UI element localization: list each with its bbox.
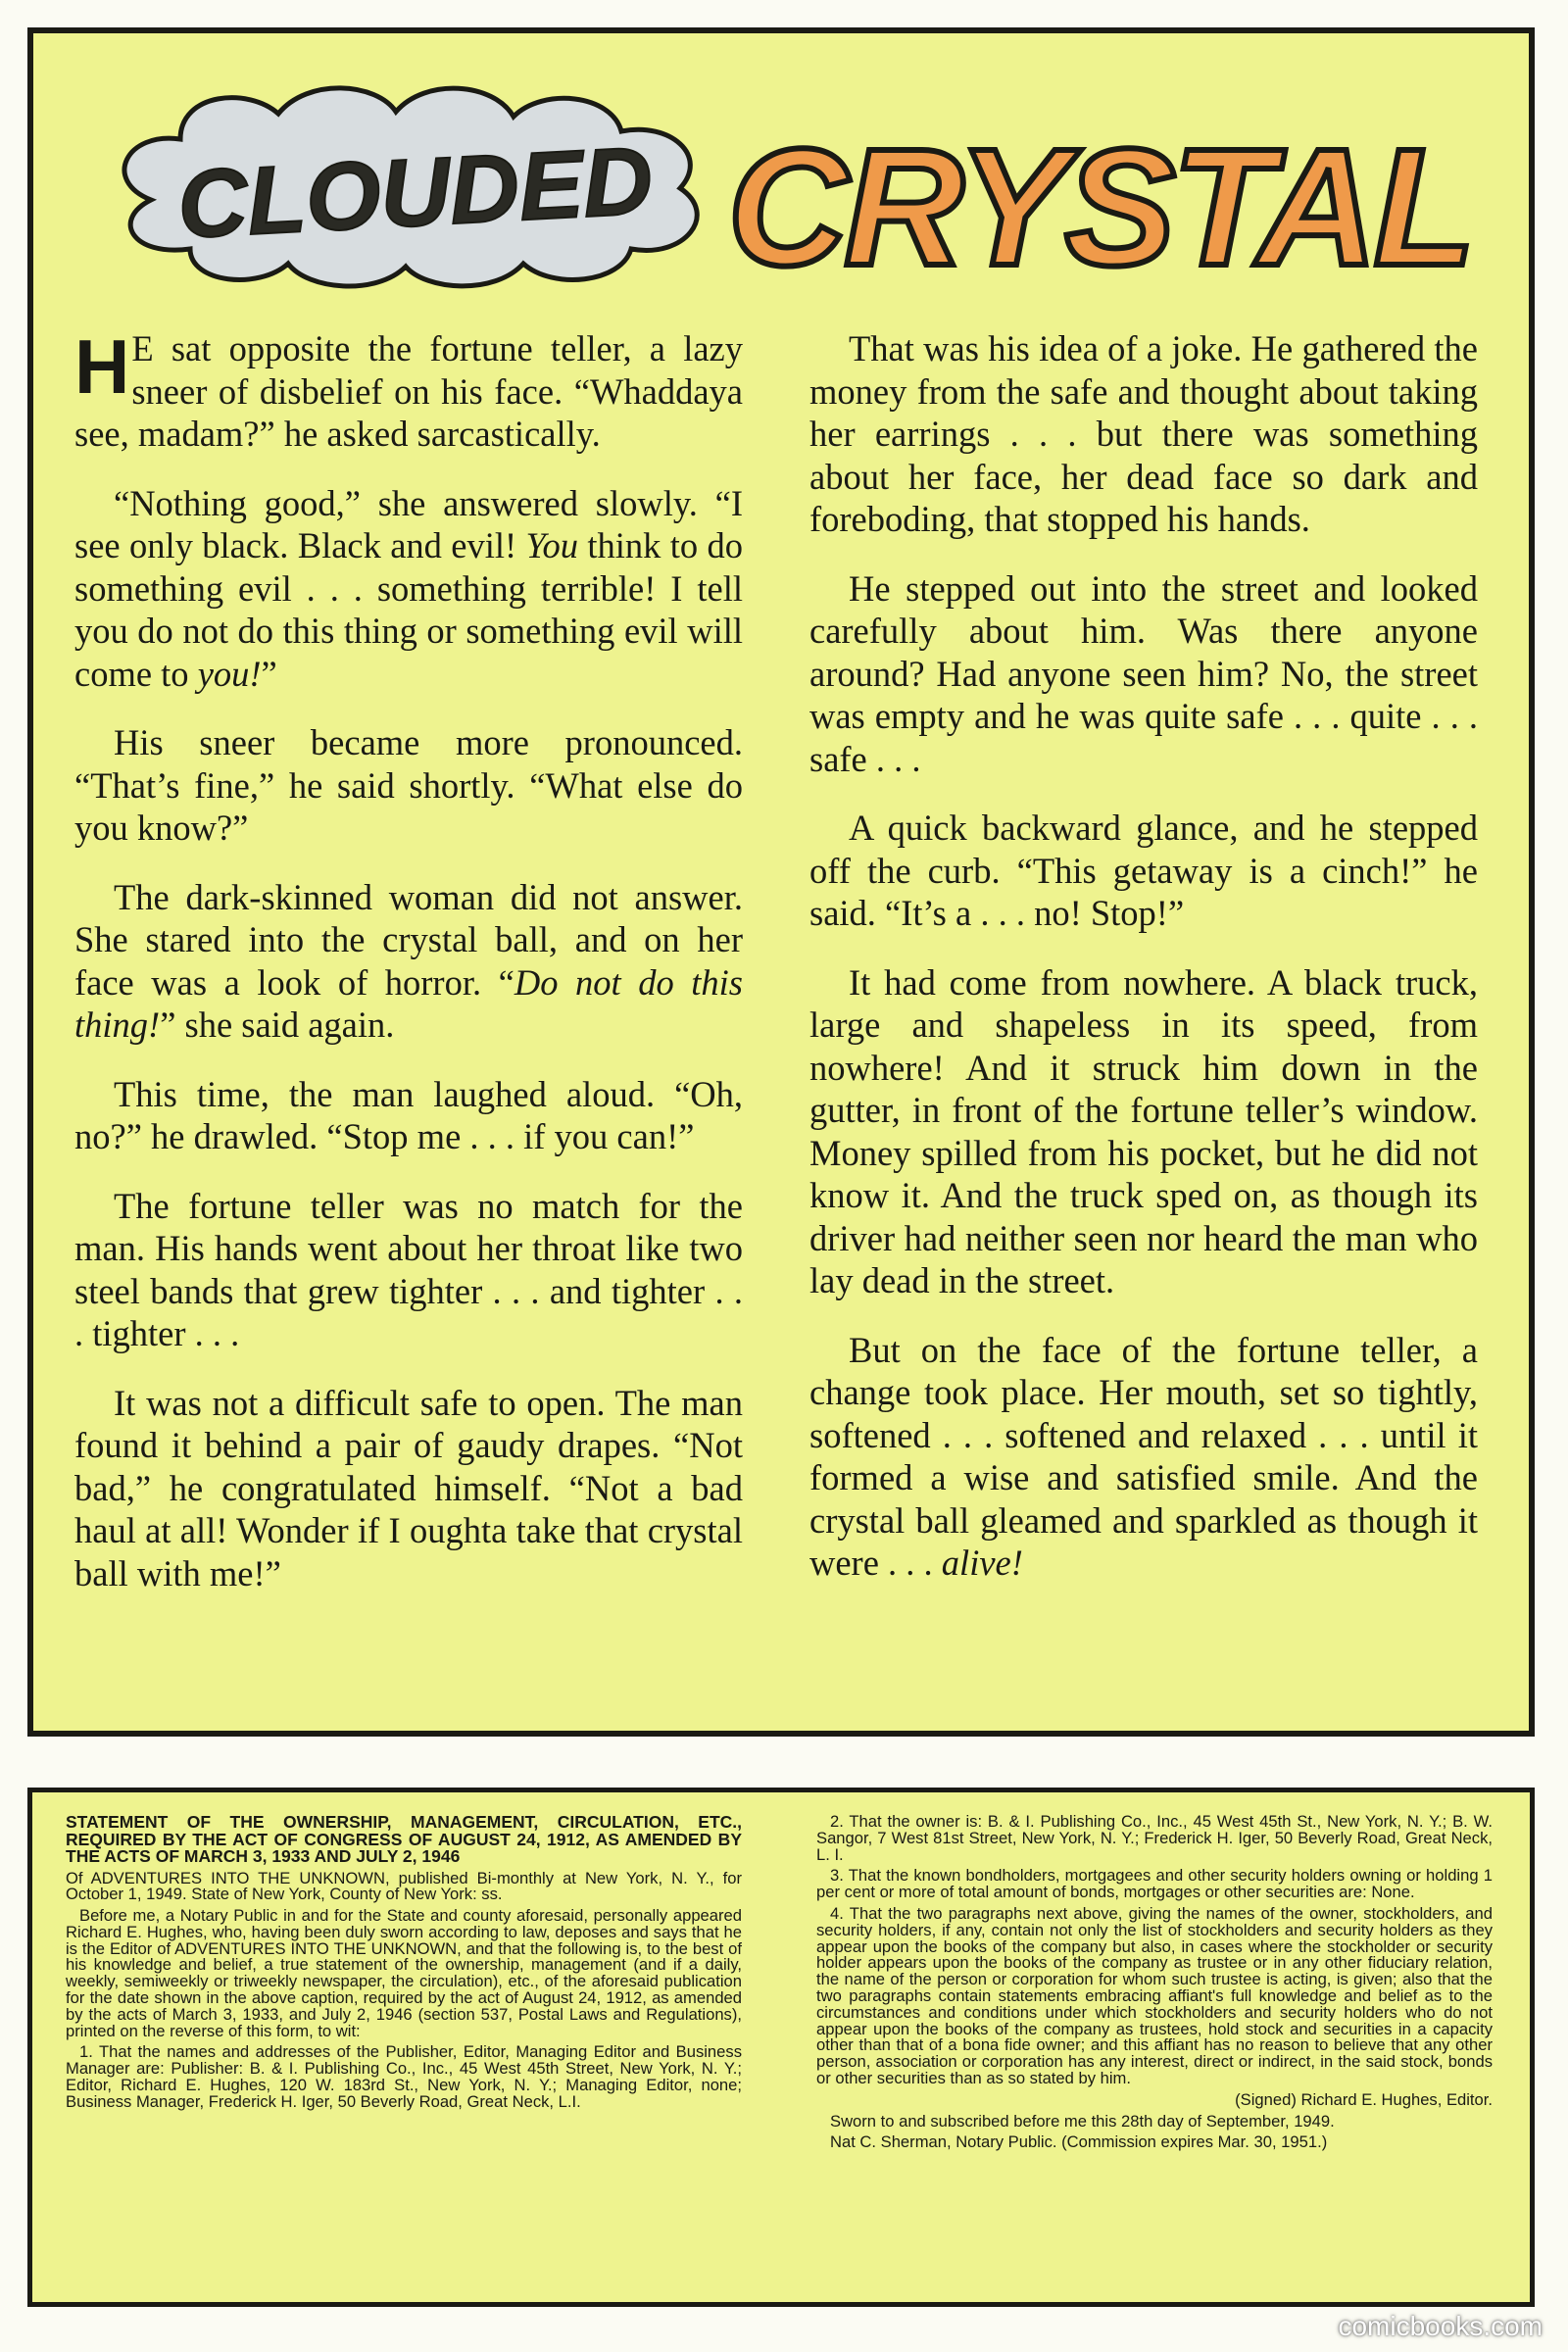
title-art: [33, 33, 1529, 327]
story-paragraph: It was not a difficult safe to open. The man found it behind a pair of gaudy drapes. “Not bad,” he congratulated himself. “Not a bad haul at all! Wonder if I oughta take that crystal ball with me!”: [74, 1382, 743, 1593]
story-paragraph: The dark-skinned woman did not answer. She stared into the crystal ball, and on her face was a look of horror. “Do not do this thing!” she said again.: [74, 876, 743, 1045]
story-paragraph: This time, the man laughed aloud. “Oh, no?” he drawled. “Stop me . . . if you can!”: [74, 1073, 743, 1156]
legal-paragraph: Before me, a Notary Public in and for the State and county aforesaid, personally appeared Richard E. Hughes, who, having been duly sworn according to law, deposes and says that he is the Editor of ADVENTURES INTO THE UNKNOWN, and that the following is, to the best of his knowledge and belief, a true statement of the ownership, management (and if a daily, weekly, semiweekly or triweekly newspaper, the circulation), etc., of the aforesaid publication for the date shown in the above caption, required by the act of August 24, 1912, as amended by the acts of March 3, 1933, and July 2, 1946 (section 537, Postal Laws and Regulations), printed on the reverse of this form, to wit:: [66, 1906, 742, 2040]
story-paragraph: H E sat opposite the fortune teller, a lazy sneer of disbelief on his face. “Whaddaya see, madam?” he asked sarcastically.: [74, 323, 743, 454]
legal-paragraph: 3. That the known bondholders, mortgagees and other security holders owning or holding 1 per cent or more of total amount of bonds, mortgages or other securities are: None.: [816, 1866, 1493, 1902]
story-paragraph: That was his idea of a joke. He gathered the money from the safe and thought about taking her earrings . . . but there was something about her face, her dead face so dark and foreboding, that stopped his hands.: [809, 328, 1478, 539]
title-word-clouded: CLOUDED: [174, 125, 656, 259]
legal-paragraph: 2. That the owner is: B. & I. Publishing Co., Inc., 45 West 45th St., New York, N. Y.; B. W. Sangor, 7 West 81st Street, New York, N. Y.; Frederick H. Iger, 50 Beverly Road, Great Neck, L. I.: [816, 1812, 1493, 1864]
legal-paragraph: 4. That the two paragraphs next above, giving the names of the owner, stockholders, and security holders, if any, contain not only the list of stockholders and security holders as they appear upon the books of the company but also, in cases where the stockholder or security holder appears upon the books of the company as trustee or in any other fiduciary relation, the name of the person or corporation for whom such trustee is acting, is given; also that the two paragraphs contain statements embracing affiant's full knowledge and belief as to the circumstances and conditions under which stockholders and security holders who do not appear upon the books of the company as trustees, hold stock and securities in a capacity other than that of a bona fide owner; and this affiant has no reason to believe that any other person, association or corporation has any interest, direct or indirect, in the said stock, bonds or other securities than as so stated by him.: [816, 1903, 1493, 2087]
legal-sworn: Sworn to and subscribed before me this 28th day of September, 1949.: [830, 2111, 1335, 2131]
legal-paragraph: 1. That the names and addresses of the Publisher, Editor, Managing Editor and Business Manager are: Publisher: B. & I. Publishing Co., Inc., 45 West 45th Street, New York, N. Y.; Editor, Richard E. Hughes, 120 W. 183rd St., New York, N. Y.; Managing Editor, none; Business Manager, Frederick H. Iger, 50 Beverly Road, Great Neck, L.I.: [66, 2042, 742, 2111]
legal-heading: STATEMENT OF THE OWNERSHIP, MANAGEMENT, CIRCULATION, ETC., REQUIRED BY THE ACT OF CONGRESS OF AUGUST 24, 1912, AS AMENDED BY THE ACTS OF MARCH 3, 1933 AND JULY 2, 1946: [66, 1812, 742, 1866]
site-watermark: comicbooks.com: [1338, 2311, 1543, 2341]
story-paragraph: His sneer became more pronounced. “That’s fine,” he said shortly. “What else do you know?”: [74, 722, 743, 848]
drop-cap: H: [74, 323, 128, 410]
story-panel: [27, 27, 1535, 1737]
story-title: [33, 33, 1529, 327]
legal-column-left: [66, 1814, 742, 2116]
story-column-right: [809, 327, 1478, 1611]
legal-intro: Of ADVENTURES INTO THE UNKNOWN, published Bi-monthly at New York, N. Y., for October 1, 1949. State of New York, County of New York: ss.: [66, 1868, 742, 1904]
legal-column-right: [816, 1814, 1493, 2156]
story-column-left: [74, 323, 743, 1621]
ownership-statement-box: [27, 1788, 1535, 2307]
legal-signature: (Signed) Richard E. Hughes, Editor.: [1235, 2089, 1493, 2109]
title-word-crystal: CRYSTAL: [727, 115, 1472, 301]
story-paragraph: It had come from nowhere. A black truck, large and shapeless in its speed, from nowhere! And it struck him down in the gutter, in front of the fortune teller’s window. Money spilled from his pocket, but he did not know it. And the truck sped on, as though its driver had neither seen nor heard the man who lay dead in the street.: [809, 961, 1478, 1300]
story-paragraph: But on the face of the fortune teller, a change took place. Her mouth, set so tightly, softened . . . softened and relaxed . . . until it formed a wise and satisfied smile. And the crystal ball gleamed and sparkled as though it were . . . alive!: [809, 1329, 1478, 1583]
story-paragraph: He stepped out into the street and looked carefully about him. Was there anyone around? Had anyone seen him? No, the street was empty and he was quite safe . . . quite . . . safe . . .: [809, 567, 1478, 779]
story-paragraph: The fortune teller was no match for the man. His hands went about her throat like two steel bands that grew tighter . . . and tighter . . . tighter . . .: [74, 1185, 743, 1353]
story-paragraph: A quick backward glance, and he stepped off the curb. “This getaway is a cinch!” he said. “It’s a . . . no! Stop!”: [809, 808, 1478, 933]
story-paragraph: “Nothing good,” she answered slowly. “I see only black. Black and evil! You think to do something evil . . . something terrible! I tell you do not do this thing or something evil will come to you!”: [74, 482, 743, 694]
legal-notary: Nat C. Sherman, Notary Public. (Commission expires Mar. 30, 1951.): [830, 2132, 1328, 2152]
